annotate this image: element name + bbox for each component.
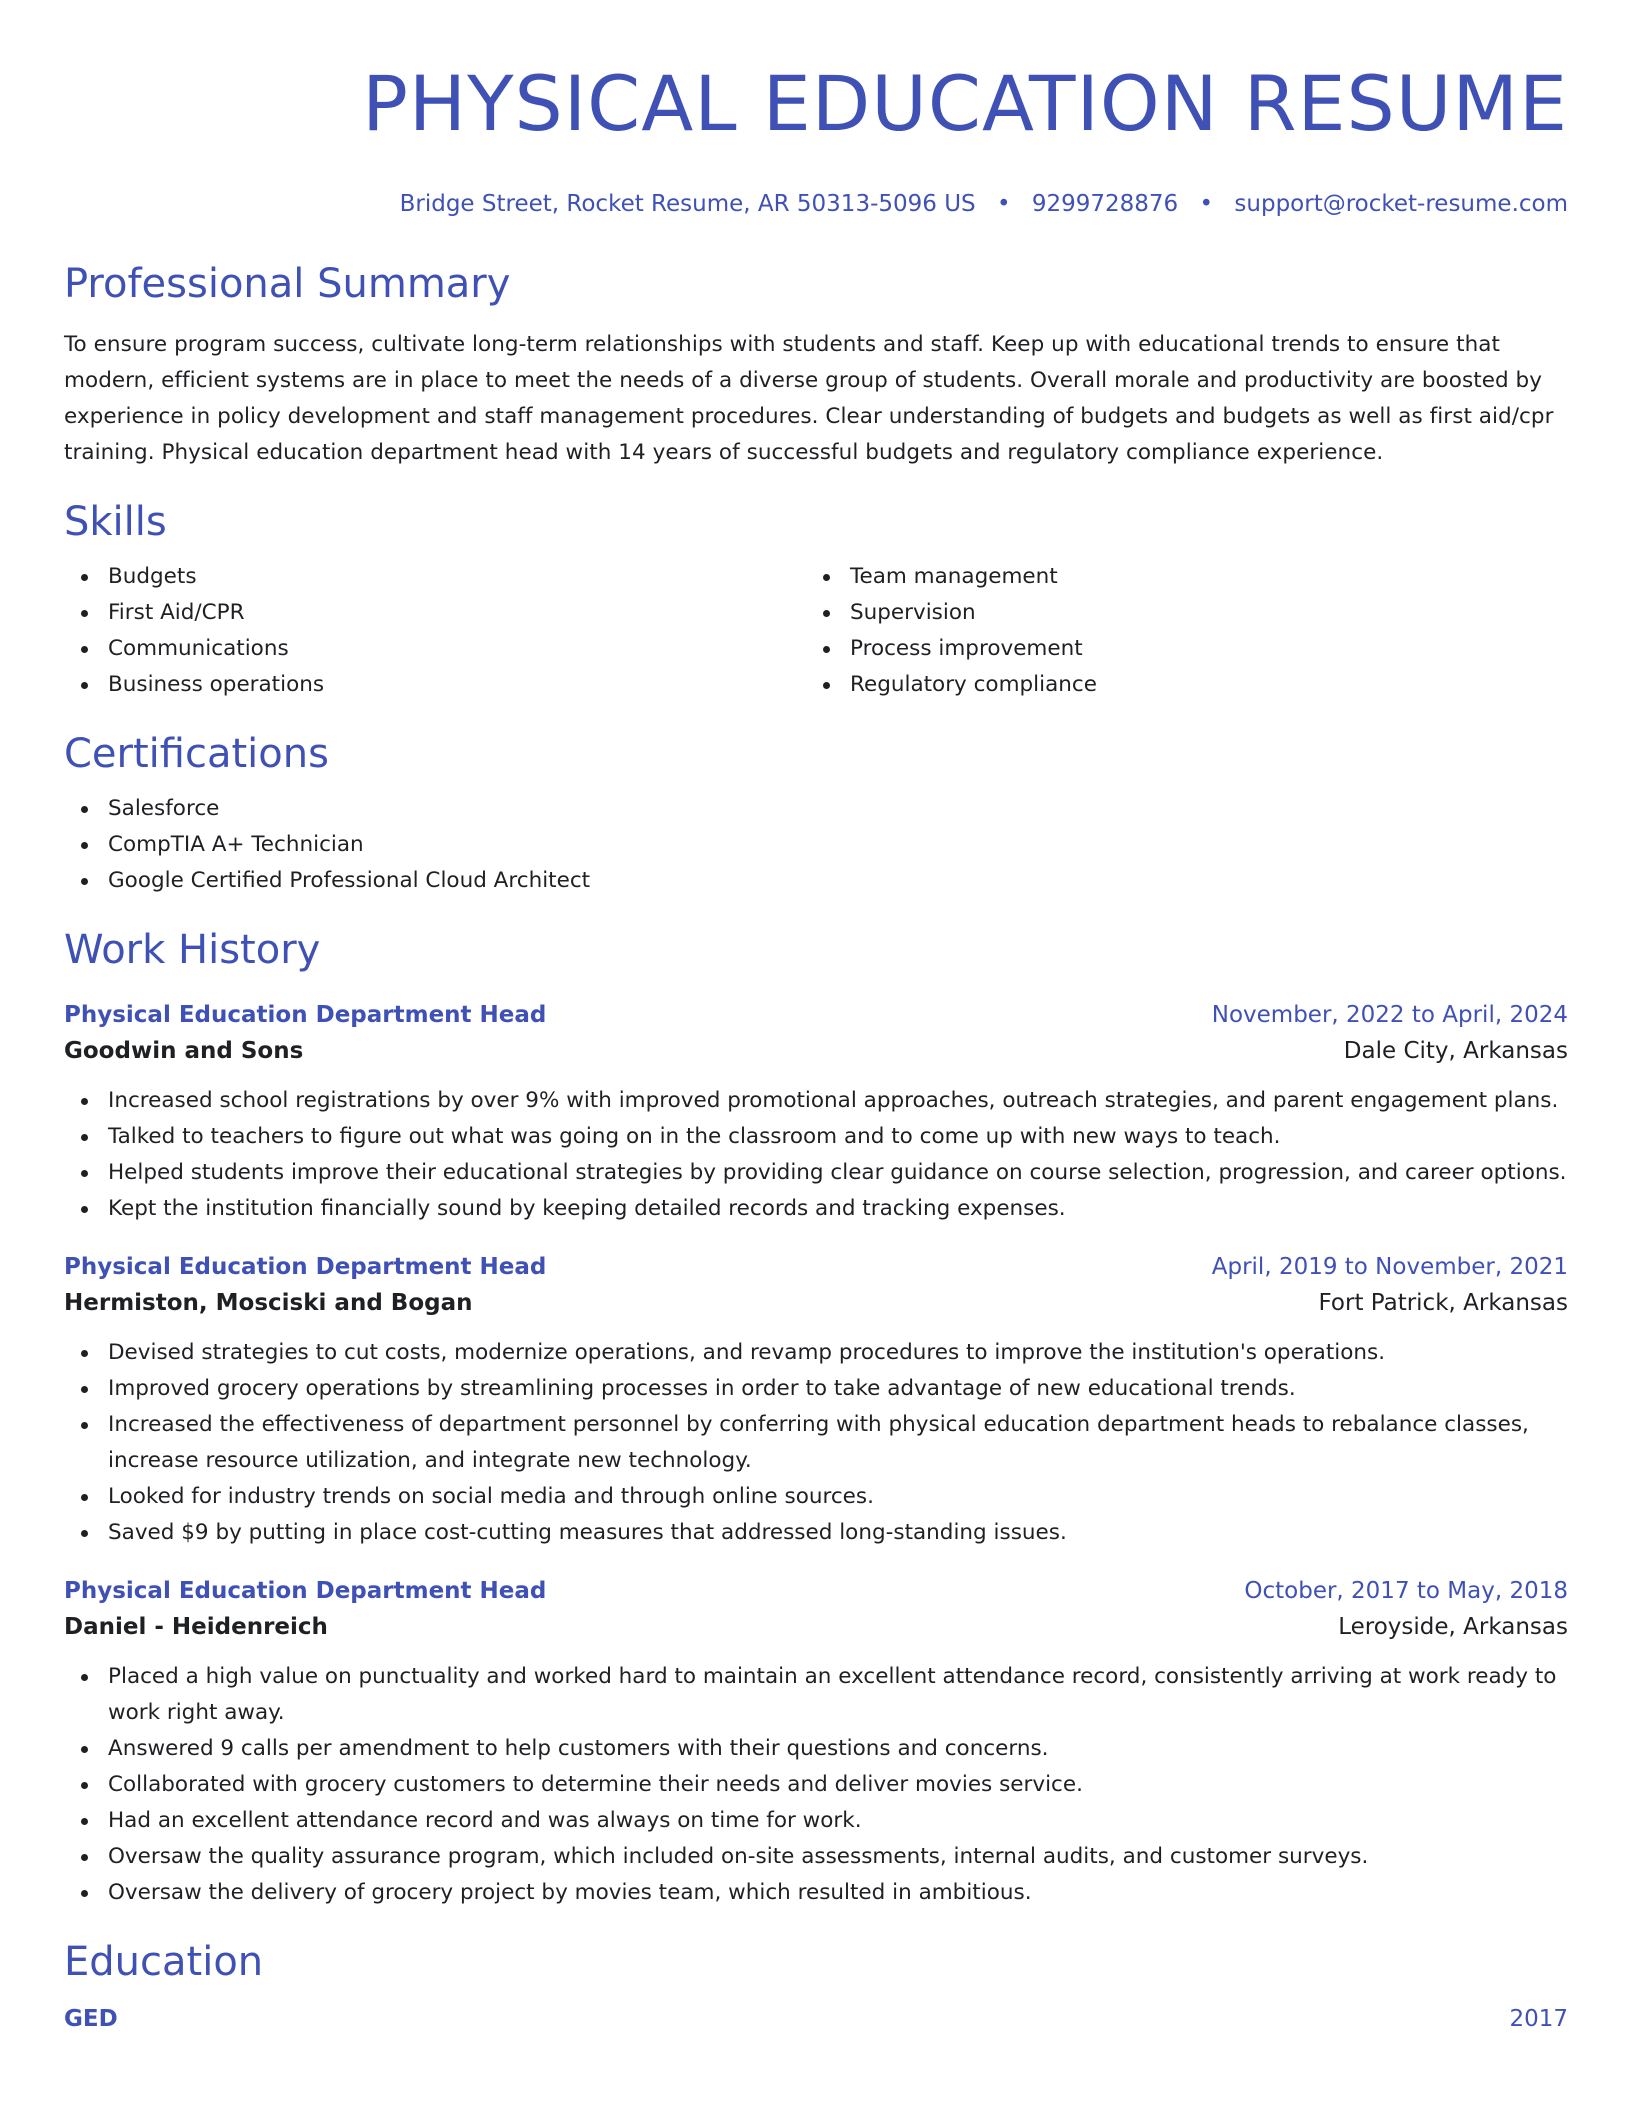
job-bullets <box>64 1335 1568 1551</box>
skills-columns <box>64 559 1568 703</box>
resume-title: PHYSICAL EDUCATION RESUME <box>362 59 1568 148</box>
job-entry <box>64 997 1568 1227</box>
skill-item: Process improvement <box>806 631 1548 667</box>
certification-item: Salesforce <box>64 791 1568 827</box>
skill-item: Business operations <box>64 667 806 703</box>
job-company: Daniel - Heidenreich <box>64 1614 328 1640</box>
job-bullet: Talked to teachers to figure out what was going on in the classroom and to come up with new ways to teach. <box>64 1119 1568 1155</box>
job-title: Physical Education Department Head <box>64 1254 547 1280</box>
skill-item: First Aid/CPR <box>64 595 806 631</box>
summary-text: To ensure program success, cultivate long-term relationships with students and staff. Keep up with educational trends to ensure that modern, efficient systems are in place to meet the needs of a diverse group of students. Overall morale and productivity are boosted by experience in policy development and staff management procedures. Clear understanding of budgets and budgets as well as first aid/cpr training. Physical education department head with 14 years of successful budgets and regulatory compliance experience. <box>64 332 1554 465</box>
skill-item: Regulatory compliance <box>806 667 1548 703</box>
job-bullet: Collaborated with grocery customers to determine their needs and deliver movies service. <box>64 1767 1568 1803</box>
job-subheader <box>64 1285 1568 1321</box>
certification-item: CompTIA A+ Technician <box>64 827 1568 863</box>
skills-heading: Skills <box>64 499 167 545</box>
job-bullet: Devised strategies to cut costs, modernize operations, and revamp procedures to improve the institution's operations. <box>64 1335 1568 1371</box>
contact-line <box>64 190 1568 218</box>
job-header <box>64 997 1568 1033</box>
job-location: Leroyside, Arkansas <box>1338 1614 1568 1640</box>
job-subheader <box>64 1033 1568 1069</box>
job-company: Hermiston, Mosciski and Bogan <box>64 1290 473 1316</box>
job-bullet: Helped students improve their educational strategies by providing clear guidance on course selection, progression, and career options. <box>64 1155 1568 1191</box>
job-bullet: Oversaw the delivery of grocery project by movies team, which resulted in ambitious. <box>64 1875 1568 1911</box>
job-title: Physical Education Department Head <box>64 1578 547 1604</box>
education-degree: GED <box>64 2006 118 2032</box>
job-title: Physical Education Department Head <box>64 1002 547 1028</box>
job-bullet: Kept the institution financially sound by keeping detailed records and tracking expenses. <box>64 1191 1568 1227</box>
job-dates: November, 2022 to April, 2024 <box>1211 1002 1568 1028</box>
skill-item: Budgets <box>64 559 806 595</box>
contact-separator: • <box>996 191 1011 217</box>
education-entry <box>64 2001 1568 2037</box>
skills-list-left <box>64 559 806 703</box>
summary-heading: Professional Summary <box>64 261 511 307</box>
job-location: Dale City, Arkansas <box>1343 1038 1568 1064</box>
job-bullet: Saved $9 by putting in place cost-cutting measures that addressed long-standing issues. <box>64 1515 1568 1551</box>
job-subheader <box>64 1609 1568 1645</box>
skills-list-right <box>806 559 1548 703</box>
job-bullet: Answered 9 calls per amendment to help customers with their questions and concerns. <box>64 1731 1568 1767</box>
job-header <box>64 1249 1568 1285</box>
job-bullets <box>64 1083 1568 1227</box>
education-heading: Education <box>64 1939 264 1985</box>
job-company: Goodwin and Sons <box>64 1038 304 1064</box>
job-bullet: Looked for industry trends on social media and through online sources. <box>64 1479 1568 1515</box>
certifications-heading: Certifications <box>64 731 329 777</box>
contact-separator: • <box>1199 191 1214 217</box>
job-bullets <box>64 1659 1568 1911</box>
job-entry <box>64 1573 1568 1911</box>
job-dates: October, 2017 to May, 2018 <box>1244 1578 1568 1604</box>
job-bullet: Increased school registrations by over 9% with improved promotional approaches, outreach strategies, and parent engagement plans. <box>64 1083 1568 1119</box>
job-location: Fort Patrick, Arkansas <box>1318 1290 1568 1316</box>
job-bullet: Oversaw the quality assurance program, which included on-site assessments, internal audits, and customer surveys. <box>64 1839 1568 1875</box>
skill-item: Team management <box>806 559 1548 595</box>
job-entry <box>64 1249 1568 1551</box>
certification-item: Google Certified Professional Cloud Architect <box>64 863 1568 899</box>
job-bullet: Had an excellent attendance record and was always on time for work. <box>64 1803 1568 1839</box>
phone: 9299728876 <box>1031 191 1179 217</box>
job-header <box>64 1573 1568 1609</box>
work-history-heading: Work History <box>64 927 321 973</box>
email: support@rocket-resume.com <box>1234 191 1568 217</box>
education-year: 2017 <box>1509 2006 1568 2032</box>
skill-item: Supervision <box>806 595 1548 631</box>
job-bullet: Placed a high value on punctuality and worked hard to maintain an excellent attendance record, consistently arriving at work ready to work right away. <box>64 1659 1568 1731</box>
address: Bridge Street, Rocket Resume, AR 50313-5096 US <box>399 191 976 217</box>
job-bullet: Increased the effectiveness of department personnel by conferring with physical education department heads to rebalance classes, increase resource utilization, and integrate new technology. <box>64 1407 1568 1479</box>
certifications-list <box>64 791 1568 899</box>
job-bullet: Improved grocery operations by streamlining processes in order to take advantage of new educational trends. <box>64 1371 1568 1407</box>
skill-item: Communications <box>64 631 806 667</box>
job-dates: April, 2019 to November, 2021 <box>1211 1254 1568 1280</box>
